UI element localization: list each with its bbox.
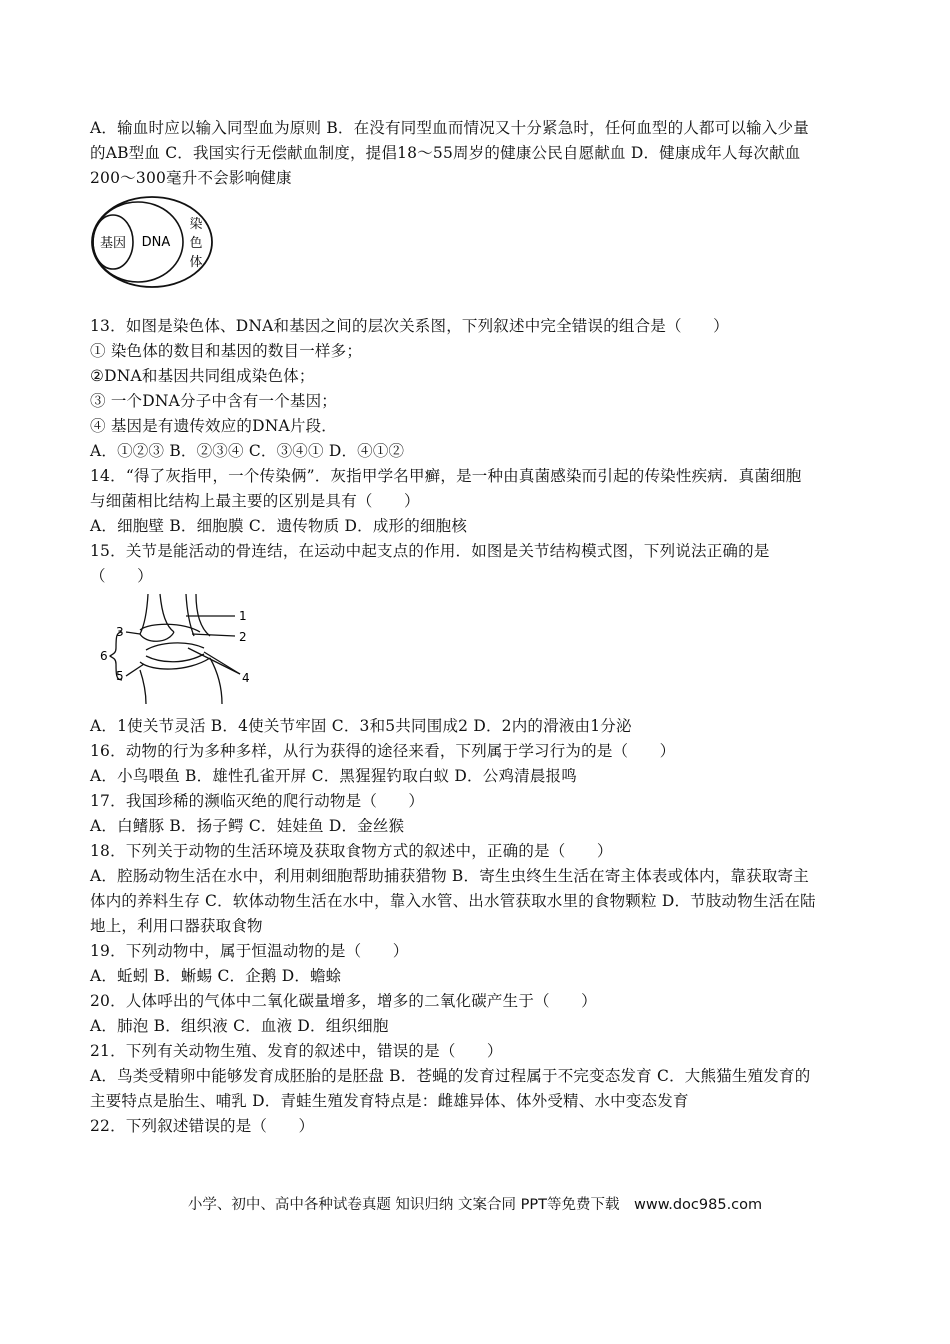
- q21-options-line-1: A．鸟类受精卵中能够发育成胚胎的是胚盘 B．苍蝇的发育过程属于不完变态发育 C．大熊猫生殖发育的: [90, 1067, 811, 1085]
- chromosome-label-char-3: 体: [189, 255, 203, 270]
- joint-cavity-bottom: [146, 654, 204, 662]
- chromosome-label-char-1: 染: [189, 217, 203, 232]
- q16-stem: 16．动物的行为多种多样，从行为获得的途径来看，下列属于学习行为的是（ ）: [90, 742, 676, 760]
- lower-bone-left-edge: [186, 594, 194, 636]
- q18-stem: 18．下列关于动物的生活环境及获取食物方式的叙述中，正确的是（ ）: [90, 842, 613, 860]
- chromosome-dna-gene-diagram: [88, 192, 218, 292]
- upper-bone-head: [140, 632, 174, 641]
- upper-bone-right-edge: [160, 594, 174, 632]
- lower-right-edge: [210, 658, 222, 704]
- leader-line-3: [126, 632, 140, 634]
- q15-options: A．1使关节灵活 B．4使关节牢固 C．3和5共同围成2 D．2内的滑液由1分泌: [90, 717, 632, 735]
- q13-statement-4: ④ 基因是有遗传效应的DNA片段．: [90, 417, 338, 435]
- chromosome-label-char-2: 色: [189, 236, 203, 251]
- q13-statement-2: ②DNA和基因共同组成染色体；: [90, 367, 315, 385]
- joint-label-4: 4: [242, 671, 250, 685]
- q19-options: A．蚯蚓 B．蜥蜴 C．企鹅 D．蟾蜍: [90, 967, 342, 985]
- q21-options-line-2: 主要特点是胎生、哺乳 D．青蛙生殖发育特点是：雌雄异体、体外受精、水中变态发育: [90, 1092, 689, 1110]
- joint-structure-diagram: [100, 592, 260, 704]
- q14-stem-line-1: 14．“得了灰指甲，一个传染俩”．灰指甲学名甲癣，是一种由真菌感染而引起的传染性疾病．真菌细胞: [90, 467, 802, 485]
- q18-options-line-1: A．腔肠动物生活在水中，利用刺细胞帮助捕获猎物 B．寄生虫终生生活在寄主体表或体内，靠获取寄主: [90, 867, 809, 885]
- leader-line-2: [192, 634, 235, 636]
- joint-label-1: 1: [239, 609, 247, 623]
- joint-label-5: 5: [116, 669, 124, 683]
- q20-stem: 20．人体呼出的气体中二氧化碳量增多，增多的二氧化碳产生于（ ）: [90, 992, 597, 1010]
- q15-stem-line-2: （ ）: [90, 567, 153, 585]
- q13-statement-1: ① 染色体的数目和基因的数目一样多；: [90, 342, 363, 360]
- q17-options: A．白鳍豚 B．扬子鳄 C．娃娃鱼 D．金丝猴: [90, 817, 405, 835]
- lower-left-edge: [140, 670, 146, 704]
- gene-label: 基因: [99, 236, 127, 251]
- joint-cavity-top: [146, 643, 204, 650]
- q14-options: A．细胞壁 B．细胞膜 C．遗传物质 D．成形的细胞核: [90, 517, 468, 535]
- q20-options: A．肺泡 B．组织液 C．血液 D．组织细胞: [90, 1017, 389, 1035]
- q13-stem: 13．如图是染色体、DNA和基因之间的层次关系图，下列叙述中完全错误的组合是（ ）: [90, 317, 729, 335]
- joint-label-2: 2: [239, 630, 247, 644]
- q12-options-line-1: A．输血时应以输入同型血为原则 B．在没有同型血而情况又十分紧急时，任何血型的人都可以输入少量: [90, 119, 809, 137]
- leader-line-4b: [204, 652, 240, 674]
- leader-line-4a: [188, 648, 240, 674]
- q18-options-line-2: 体内的养料生存 C．软体动物生活在水中，靠入水管、出水管获取水里的食物颗粒 D．节肢动物生活在陆: [90, 892, 816, 910]
- q16-options: A．小鸟喂鱼 B．雄性孔雀开屏 C．黑猩猩钓取白蚁 D．公鸡清晨报鸣: [90, 767, 577, 785]
- q22-stem: 22．下列叙述错误的是（ ）: [90, 1117, 315, 1135]
- q13-statement-3: ③ 一个DNA分子中含有一个基因；: [90, 392, 338, 410]
- q19-stem: 19．下列动物中，属于恒温动物的是（ ）: [90, 942, 409, 960]
- joint-capsule-bottom: [140, 658, 210, 669]
- q18-options-line-3: 地上，利用口器获取食物: [90, 917, 263, 935]
- q21-stem: 21．下列有关动物生殖、发育的叙述中，错误的是（ ）: [90, 1042, 503, 1060]
- q17-stem: 17．我国珍稀的濒临灭绝的爬行动物是（ ）: [90, 792, 425, 810]
- q12-options-line-2: 的AB型血 C．我国实行无偿献血制度，提倡18～55周岁的健康公民自愿献血 D．健康成年人每次献血: [90, 144, 801, 162]
- page-footer: 小学、初中、高中各种试卷真题 知识归纳 文案合同 PPT等免费下载 www.doc985.com: [187, 1197, 763, 1213]
- joint-label-3: 3: [116, 625, 124, 639]
- q12-options-line-3: 200～300毫升不会影响健康: [90, 169, 292, 187]
- joint-label-6: 6: [100, 649, 108, 663]
- dna-label: DNA: [141, 235, 171, 250]
- q14-stem-line-2: 与细菌相比结构上最主要的区别是具有（ ）: [90, 492, 420, 510]
- q13-options: A．①②③ B．②③④ C．③④① D．④①②: [90, 442, 405, 460]
- lower-bone-right-edge: [196, 594, 210, 636]
- q15-stem-line-1: 15．关节是能活动的骨连结，在运动中起支点的作用．如图是关节结构模式图，下列说法正确的是: [90, 542, 770, 560]
